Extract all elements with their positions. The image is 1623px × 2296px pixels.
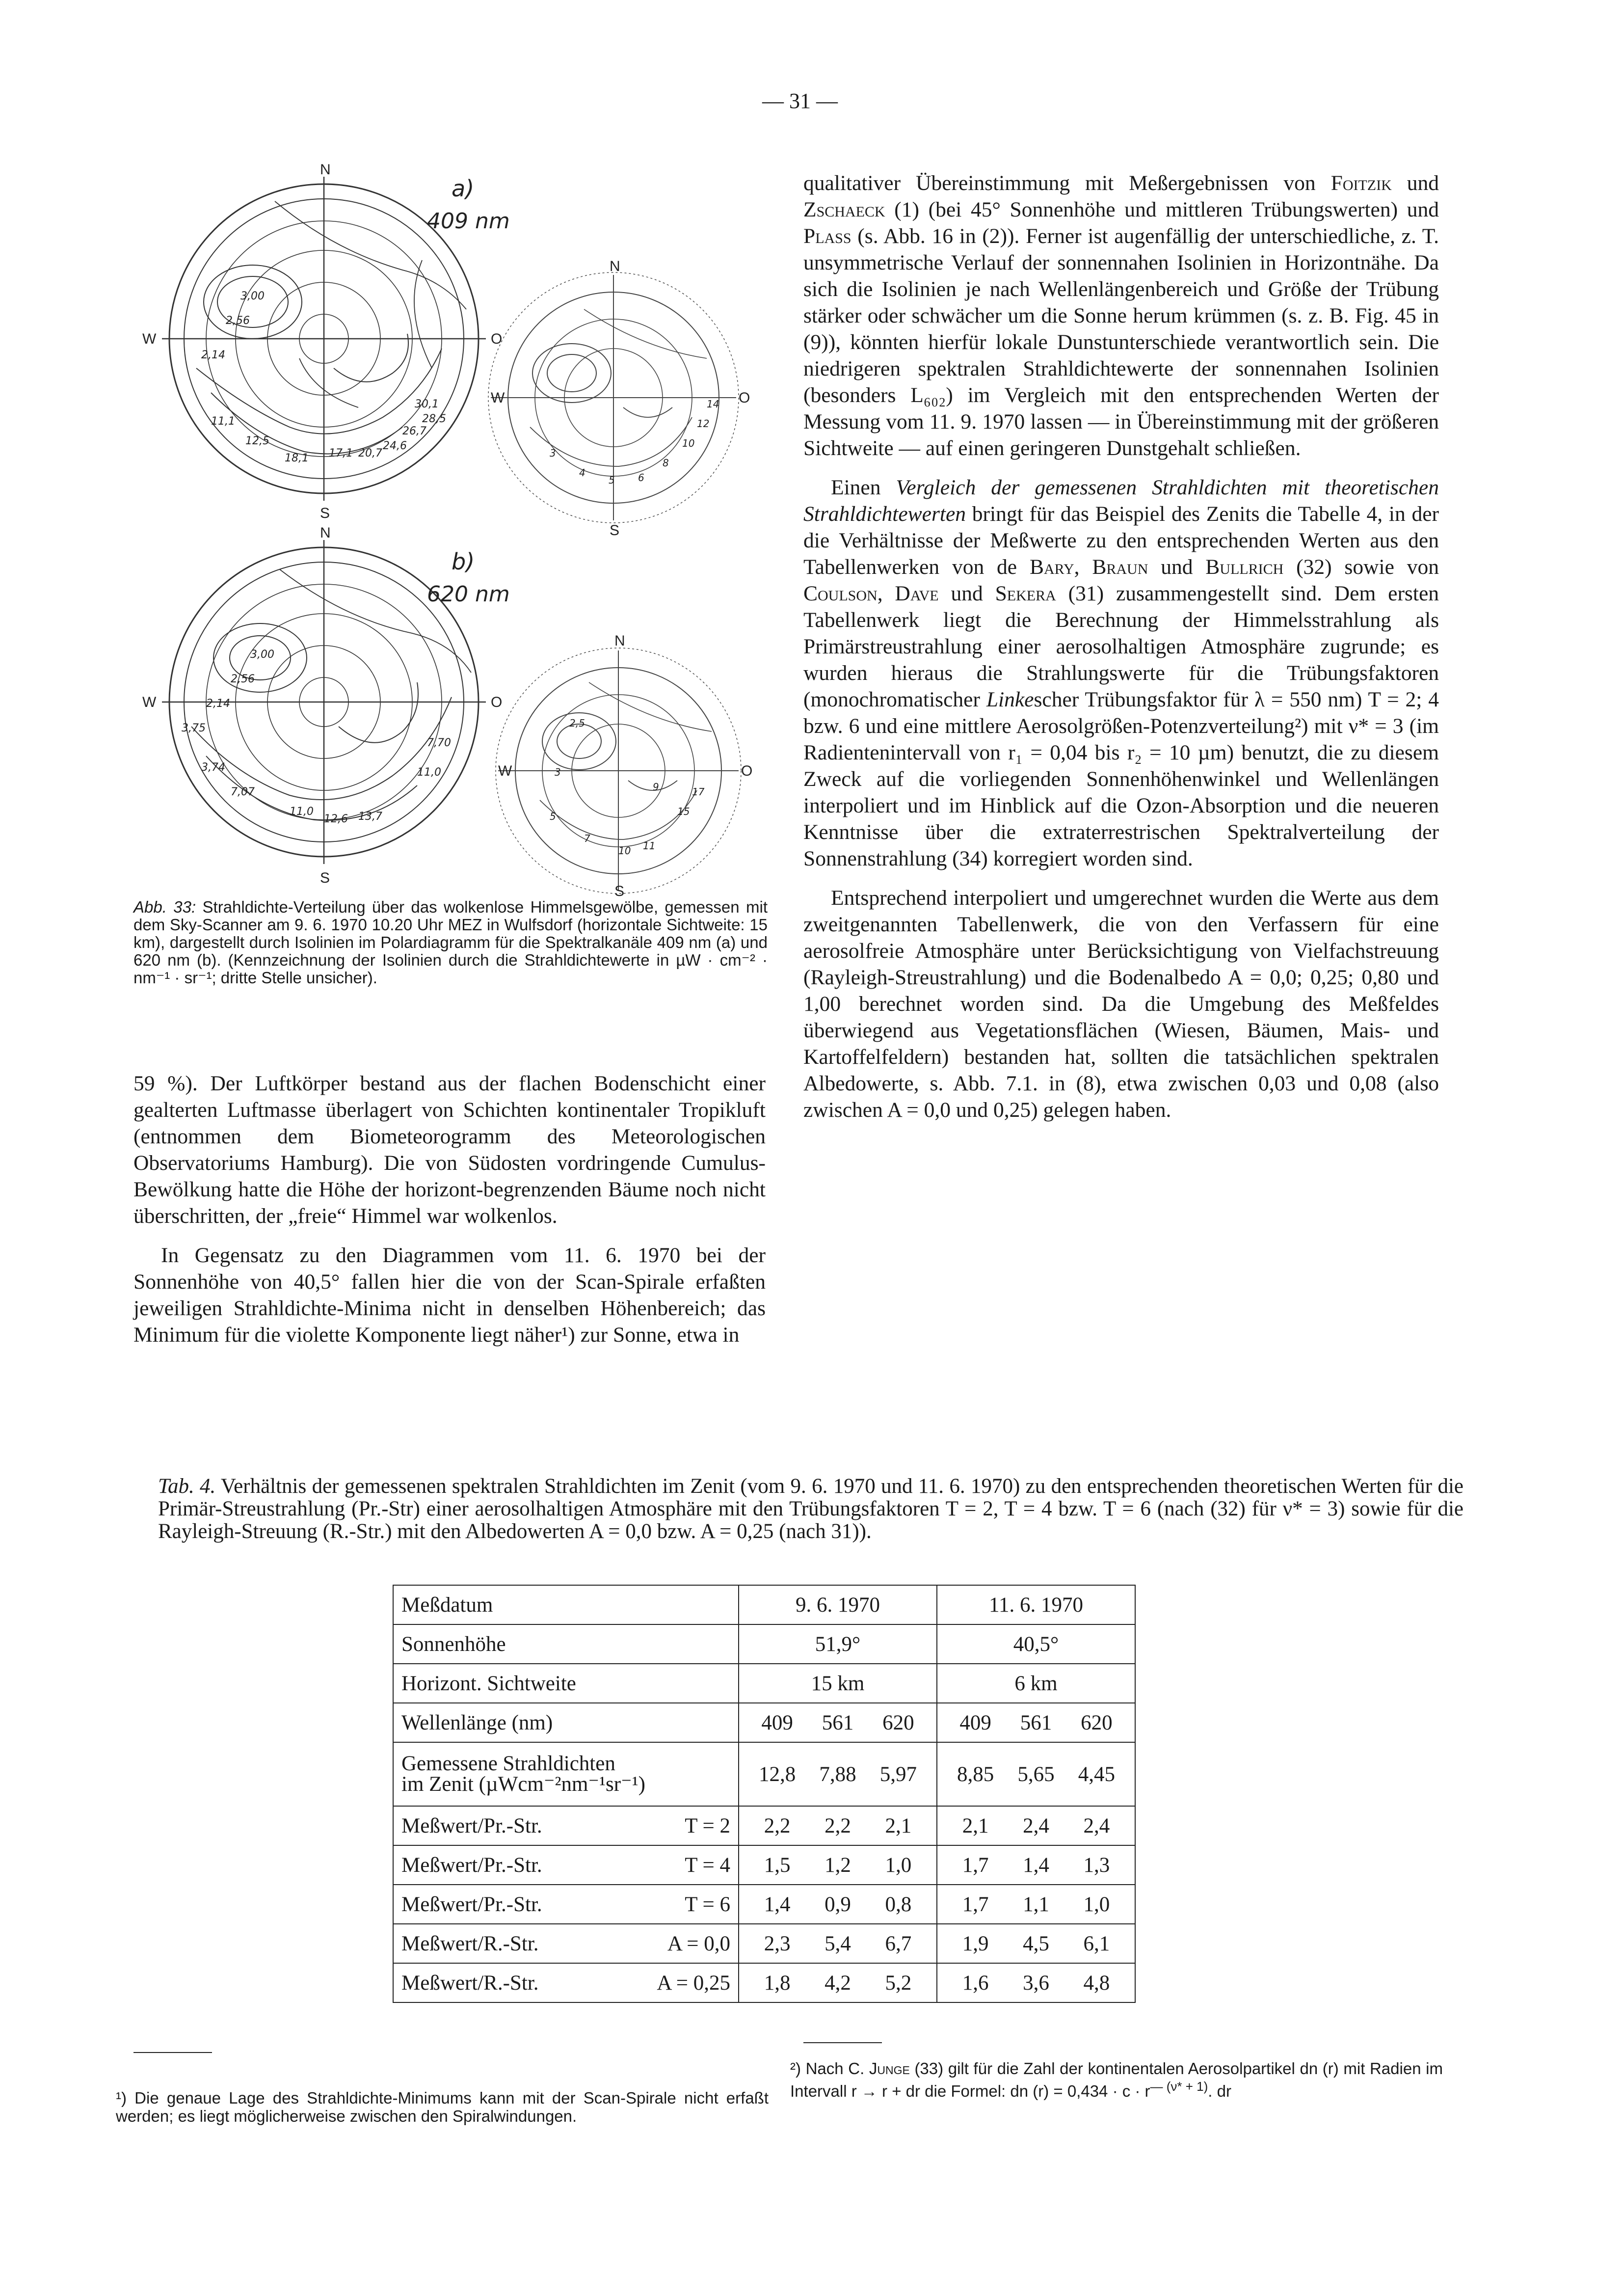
- row-param: A = 0,25: [657, 1971, 730, 1995]
- row-label-line: im Zenit (µWcm⁻²nm⁻¹sr⁻¹): [401, 1773, 645, 1796]
- table-caption-label: Tab. 4.: [158, 1475, 216, 1498]
- author-name: Sekera: [995, 582, 1056, 605]
- row-label-text: Meßwert/Pr.-Str.: [401, 1814, 542, 1837]
- table-row: [393, 1624, 1135, 1664]
- row-label: [393, 1806, 739, 1845]
- value: 2,1: [962, 1814, 989, 1837]
- compass-o: O: [741, 763, 753, 779]
- value: 561: [1020, 1711, 1052, 1734]
- left-column: [133, 1070, 766, 1348]
- isoline-label: 18,1: [285, 452, 309, 464]
- compass-o: O: [739, 390, 750, 406]
- isoline-label: 28,5: [422, 413, 446, 425]
- cell: 9. 6. 1970: [739, 1585, 937, 1624]
- value: 8,85: [957, 1762, 994, 1786]
- polar-diagram-figure: [128, 162, 775, 898]
- row-label-text: Meßwert/Pr.-Str.: [401, 1892, 542, 1916]
- compass-s: S: [320, 505, 330, 521]
- isoline-label: 9: [653, 781, 659, 793]
- compass-n: N: [614, 633, 625, 649]
- cell: [937, 1963, 1135, 2002]
- text-run: und: [1148, 555, 1206, 579]
- isoline-label: 11,0: [417, 766, 441, 779]
- isoline-label: 12,5: [245, 435, 269, 447]
- row-label: [393, 1963, 739, 2002]
- value: 1,6: [962, 1971, 989, 1995]
- table-row: [393, 1924, 1135, 1963]
- value: 2,2: [825, 1814, 851, 1837]
- value: 5,4: [825, 1932, 851, 1955]
- compass-w: W: [498, 763, 512, 779]
- table-caption-text: Verhältnis der gemessenen spektralen Strahldichten im Zenit (vom 9. 6. 1970 und 11. 6. 1970) zu den entsprechenden theoretischen Werten für die Primär-Streustrahlung (Pr.-Str) einer aerosolhaltigen Atmosphäre mit den Trübungsfaktoren T = 2, T = 4 bzw. T = 6 (nach (32) für ν* = 3) sowie für die Rayleigh-Streuung (R.-Str.) mit den Albedowerten A = 0,0 bzw. A = 0,25 (nach 31)).: [158, 1475, 1463, 1543]
- isoline-label: 6: [638, 472, 644, 484]
- isoline-label: 10: [618, 845, 631, 857]
- value: 5,2: [885, 1971, 912, 1995]
- row-label: [393, 1845, 739, 1885]
- data-table: [393, 1585, 1136, 2003]
- value: 1,8: [764, 1971, 791, 1995]
- caption-label: Abb. 33:: [133, 898, 196, 916]
- cell: [739, 1742, 937, 1806]
- text-run: . dr: [1208, 2082, 1231, 2100]
- compass-w: W: [491, 390, 505, 406]
- value: 1,1: [1023, 1892, 1049, 1916]
- value: 1,4: [1023, 1853, 1049, 1877]
- author-name: Junge: [869, 2059, 910, 2078]
- table-row: [393, 1806, 1135, 1845]
- author-name: Braun: [1092, 555, 1148, 579]
- value: 620: [882, 1711, 914, 1734]
- isoline-label: 17: [692, 786, 705, 798]
- text-run: und: [938, 582, 995, 605]
- compass-n: N: [610, 258, 620, 274]
- row-label-text: Meßwert/Pr.-Str.: [401, 1853, 542, 1877]
- table-row: [393, 1664, 1135, 1703]
- value: 1,0: [1083, 1892, 1110, 1916]
- cell: 11. 6. 1970: [937, 1585, 1135, 1624]
- cell: [739, 1845, 937, 1885]
- row-label-text: Meßwert/R.-Str.: [401, 1932, 539, 1955]
- value: 4,5: [1023, 1932, 1049, 1955]
- caption-text: Strahldichte-Verteilung über das wolkenlose Himmelsgewölbe, gemessen mit dem Sky-Scanner am 9. 6. 1970 10.20 Uhr MEZ in Wulfsdorf (horizontale Sichtweite: 15 km), dargestellt durch Isolinien im Polardiagramm für die Spektralkanäle 409 nm (a) und 620 nm (b). (Kennzeichnung der Isolinien durch die Strahldichtewerte in µW · cm⁻² · nm⁻¹ · sr⁻¹; dritte Stelle unsicher).: [133, 898, 768, 987]
- right-column: [803, 170, 1439, 1123]
- footnote-2: [790, 2059, 1443, 2100]
- isoline-label: 5: [609, 474, 615, 486]
- value: 4,45: [1078, 1762, 1115, 1786]
- isoline-label: 7: [584, 833, 590, 844]
- panel-b-wavelength: 620 nm: [427, 582, 510, 607]
- panel-a-label: a): [452, 175, 475, 202]
- isoline-label: 17,1: [329, 447, 353, 459]
- value: 0,9: [825, 1892, 851, 1916]
- text-run: und: [1391, 171, 1439, 195]
- figure-caption: [133, 898, 768, 987]
- cell: [739, 1963, 937, 2002]
- panel-b-label: b): [452, 548, 475, 575]
- isoline-label: 13,7: [358, 810, 382, 823]
- isoline-label: 3: [555, 766, 561, 778]
- row-label-text: Meßwert/R.-Str.: [401, 1971, 539, 1995]
- cell: [937, 1885, 1135, 1924]
- value: 1,0: [885, 1853, 912, 1877]
- value: 7,88: [819, 1762, 856, 1786]
- isoline-label: 3,00: [250, 648, 274, 661]
- cell: 40,5°: [937, 1624, 1135, 1664]
- value: 5,65: [1017, 1762, 1055, 1786]
- value: 12,8: [759, 1762, 796, 1786]
- value: 1,4: [764, 1892, 791, 1916]
- isoline-label: 11,0: [290, 806, 314, 818]
- row-label: Wellenlänge (nm): [393, 1703, 739, 1742]
- paragraph: [803, 170, 1439, 461]
- isoline-label: 2,56: [231, 673, 255, 685]
- isoline-label: 2,56: [226, 315, 250, 327]
- row-label: Meßdatum: [393, 1585, 739, 1624]
- text-run: (1) (bei 45° Sonnenhöhe und mittleren Trübungswerten) und: [885, 198, 1439, 221]
- table-row: [393, 1885, 1135, 1924]
- isoline-label: 7,07: [231, 786, 255, 798]
- row-label: [393, 1924, 739, 1963]
- isoline-label: 2,14: [206, 698, 230, 710]
- author-name: Bullrich: [1205, 555, 1284, 579]
- emphasis: Vergleich der gemessenen Strahldichten mit theoretischen Strahldichtewerten: [803, 476, 1439, 526]
- compass-o: O: [491, 331, 503, 347]
- isoline-labels-b1: [182, 648, 451, 825]
- isoline-label: 11: [643, 840, 656, 852]
- value: 620: [1081, 1711, 1113, 1734]
- text-run: (31) zusammengestellt sind. Dem ersten Tabellenwerk liegt die Berechnung der Himmelsstrahlung als Primärstreustrahlung einer aerosolhaltigen Atmosphäre zugrunde; es wurden hieraus die Strahlungswerte für die Trübungsfaktoren (monochromatischer: [803, 582, 1439, 711]
- cell: [937, 1845, 1135, 1885]
- paragraph: 59 %). Der Luftkörper bestand aus der flachen Bodenschicht einer gealterten Luftmasse überlagert von Schichten kontinentaler Tropikluft (entnommen dem Biometeorogramm des Meteorologischen Observatoriums Hamburg). Die von Südosten vordringende Cumulus-Bewölkung hatte die Höhe der horizont-begrenzenden Bäume noch nicht überschritten, der „freie“ Himmel war wolkenlos.: [133, 1072, 766, 1228]
- isoline-label: 7,70: [427, 737, 451, 749]
- isoline-label: 2,14: [201, 349, 225, 361]
- page-number: — 31 —: [762, 89, 838, 113]
- compass-s: S: [614, 883, 625, 898]
- compass-w: W: [142, 331, 157, 347]
- isoline-label: 5: [550, 810, 556, 822]
- isoline-labels-b2: [550, 717, 705, 857]
- panel-a-wavelength: 409 nm: [427, 209, 510, 234]
- cell: [937, 1703, 1135, 1742]
- table-row: [393, 1585, 1135, 1624]
- isoline-label: 3,75: [182, 722, 206, 734]
- text-run: (32) sowie von: [1283, 555, 1439, 579]
- table-row: [393, 1742, 1135, 1806]
- row-param: A = 0,0: [667, 1932, 730, 1955]
- cell: 51,9°: [739, 1624, 937, 1664]
- author-name: Zschaeck: [803, 198, 885, 221]
- value: 1,7: [962, 1853, 989, 1877]
- compass-n: N: [320, 162, 331, 178]
- cell: 15 km: [739, 1664, 937, 1703]
- author-name: Coulson: [803, 582, 878, 605]
- text-run: (s. Abb. 16 in (2)). Ferner ist augenfällig der unterschiedliche, z. T. unsymmetrische Verlauf der sonnennahen Isolinien in Horizontnähe. Da sich die Isolinien je nach Wellenlängenbereich und Größe der Trübung stärker oder schwächer um die Sonne herum krümmen (s. z. B. Fig. 45 in (9)), könnten hierfür lokale Dunstunterschiede verantwortlich sein. Die niedrigeren spektralen Strahldichtewerte der sonnennahen Isolinien (besonders L₆₀₂) im Vergleich mit den entsprechenden Werten der Messung vom 11. 9. 1970 lassen — in Übereinstimmung mit der größeren Sichtweite — auf einen geringeren Dunstgehalt schließen.: [803, 224, 1439, 460]
- footnote-rule: [803, 2042, 882, 2043]
- isoline-label: 12: [697, 418, 710, 430]
- value: 4,8: [1083, 1971, 1110, 1995]
- row-param: T = 2: [685, 1814, 730, 1837]
- isoline-label: 8: [663, 457, 669, 469]
- row-param: T = 6: [685, 1892, 730, 1916]
- isoline-label: 10: [682, 437, 695, 449]
- value: 5,97: [879, 1762, 917, 1786]
- table-row: [393, 1963, 1135, 2002]
- cell: [937, 1806, 1135, 1845]
- text-run: ,: [1074, 555, 1092, 579]
- compass-n: N: [320, 525, 331, 541]
- author-name: Foitzik: [1330, 171, 1392, 195]
- text-run: (33) gilt für die Zahl der kontinentalen Aerosolpartikel dn (r) mit Radien im Intervall r → r + dr die Formel: dn (r) = 0,434 · c · r: [790, 2059, 1443, 2100]
- value: 1,9: [962, 1932, 989, 1955]
- value: 1,5: [764, 1853, 791, 1877]
- text-run: Einen: [831, 476, 896, 499]
- value: 2,3: [764, 1932, 791, 1955]
- row-label-line: Gemessene Strahldichten: [401, 1752, 615, 1775]
- isoline-label: 15: [677, 806, 690, 817]
- compass-s: S: [320, 870, 330, 886]
- text-run: scher Trübungsfaktor für λ = 550 nm) T = 2; 4 bzw. 6 und eine mittlere Aerosolgrößen-Potenzverteilung²) mit ν* = 3 (im Radientenintervall von r₁ = 0,04 bis r₂ = 10 µm) benutzt, die zu diesem Zweck auf die vorliegenden Sonnenhöhenwinkel und Wellenlängen interpoliert und im Hinblick auf die Ozon-Absorption und die neueren Kenntnisse über die extraterrestrischen Spektralverteilung der Sonnenstrahlung (34) korregiert worden sind.: [803, 688, 1439, 870]
- isoline-label: 2,5: [569, 717, 585, 729]
- isoline-label: 4: [579, 467, 585, 479]
- value: 409: [959, 1711, 991, 1734]
- isoline-label: 12,6: [324, 813, 348, 825]
- cell: [739, 1885, 937, 1924]
- author-name: Plass: [803, 224, 851, 248]
- text-run: ²) Nach C.: [790, 2059, 869, 2078]
- value: 1,3: [1083, 1853, 1110, 1877]
- cell: [739, 1703, 937, 1742]
- compass-o: O: [491, 694, 503, 710]
- cell: [739, 1806, 937, 1845]
- formula-exponent: — (ν* + 1): [1150, 2079, 1208, 2094]
- author-name: Bary: [1029, 555, 1074, 579]
- footnote-1: ¹) Die genaue Lage des Strahldichte-Minimums kann mit der Scan-Spirale nicht erfaßt werden; es liegt möglicherweise zwischen den Spiralwindungen.: [116, 2089, 769, 2125]
- value: 409: [761, 1711, 793, 1734]
- value: 4,2: [825, 1971, 851, 1995]
- value: 2,4: [1083, 1814, 1110, 1837]
- cell: 6 km: [937, 1664, 1135, 1703]
- author-name: Dave: [895, 582, 939, 605]
- table-caption: [158, 1475, 1463, 1543]
- value: 1,2: [825, 1853, 851, 1877]
- isoline-label: 3,74: [201, 761, 225, 774]
- value: 6,7: [885, 1932, 912, 1955]
- value: 3,6: [1023, 1971, 1049, 1995]
- table-row: [393, 1845, 1135, 1885]
- text-run: ,: [877, 582, 895, 605]
- value: 0,8: [885, 1892, 912, 1916]
- paragraph: In Gegensatz zu den Diagrammen vom 11. 6. 1970 bei der Sonnenhöhe von 40,5° fallen hier die von der Scan-Spirale erfaßten jeweiligen Strahldichte-Minima nicht in denselben Höhenbereich; das Minimum für die violette Komponente liegt näher¹) zur Sonne, etwa in: [133, 1243, 766, 1347]
- row-label: Sonnenhöhe: [393, 1624, 739, 1664]
- value: 2,2: [764, 1814, 791, 1837]
- row-label: [393, 1885, 739, 1924]
- paragraph: Entsprechend interpoliert und umgerechnet wurden die Werte aus dem zweitgenannten Tabellenwerk, die von den Verfassern für eine aerosolfreie Atmosphäre unter Berücksichtigung von Vielfachstreuung (Rayleigh-Streustrahlung) und die Bodenalbedo A = 0,0; 0,25; 0,80 und 1,00 berechnet worden sind. Da die Umgebung des Meßfeldes überwiegend aus Vegetationsflächen (Wiesen, Bäumen, Mais- und Kartoffelfeldern) bestanden hat, sollten die tatsächlichen spektralen Albedowerte, s. Abb. 7.1. in (8), etwa zwischen 0,03 und 0,08 (also zwischen A = 0,0 und 0,25) gelegen haben.: [803, 886, 1439, 1122]
- isoline-label: 26,7: [402, 425, 426, 437]
- compass-s: S: [610, 522, 620, 539]
- value: 2,1: [885, 1814, 912, 1837]
- cell: [937, 1742, 1135, 1806]
- value: 2,4: [1023, 1814, 1049, 1837]
- polar-diagram-b-small: [496, 648, 741, 893]
- value: 1,7: [962, 1892, 989, 1916]
- isoline-label: 20,7: [358, 447, 382, 459]
- value: 6,1: [1083, 1932, 1110, 1955]
- author-name: Linke: [986, 688, 1034, 711]
- paragraph: [803, 474, 1439, 872]
- cell: [937, 1924, 1135, 1963]
- text-run: bringt für das Beispiel des Zenits die Tabelle 4, in der die Verhältnisse der Meßwerte zu den entsprechenden Werten aus den Tabellenwerken von de: [803, 502, 1439, 579]
- isoline-label: 11,1: [211, 415, 235, 428]
- table-row: [393, 1703, 1135, 1742]
- value: 561: [822, 1711, 854, 1734]
- footnote-rule: [133, 2052, 212, 2053]
- row-label: Horizont. Sichtweite: [393, 1664, 739, 1703]
- cell: [739, 1924, 937, 1963]
- row-param: T = 4: [685, 1853, 730, 1877]
- isoline-label: 30,1: [415, 398, 439, 410]
- isoline-label: 14: [707, 398, 719, 410]
- row-label: [393, 1742, 739, 1806]
- isoline-label: 24,6: [383, 440, 407, 452]
- isoline-label: 3: [550, 447, 556, 459]
- compass-w: W: [142, 694, 157, 710]
- isoline-label: 3,00: [240, 290, 265, 302]
- text-run: qualitativer Übereinstimmung mit Meßergebnissen von: [803, 171, 1331, 195]
